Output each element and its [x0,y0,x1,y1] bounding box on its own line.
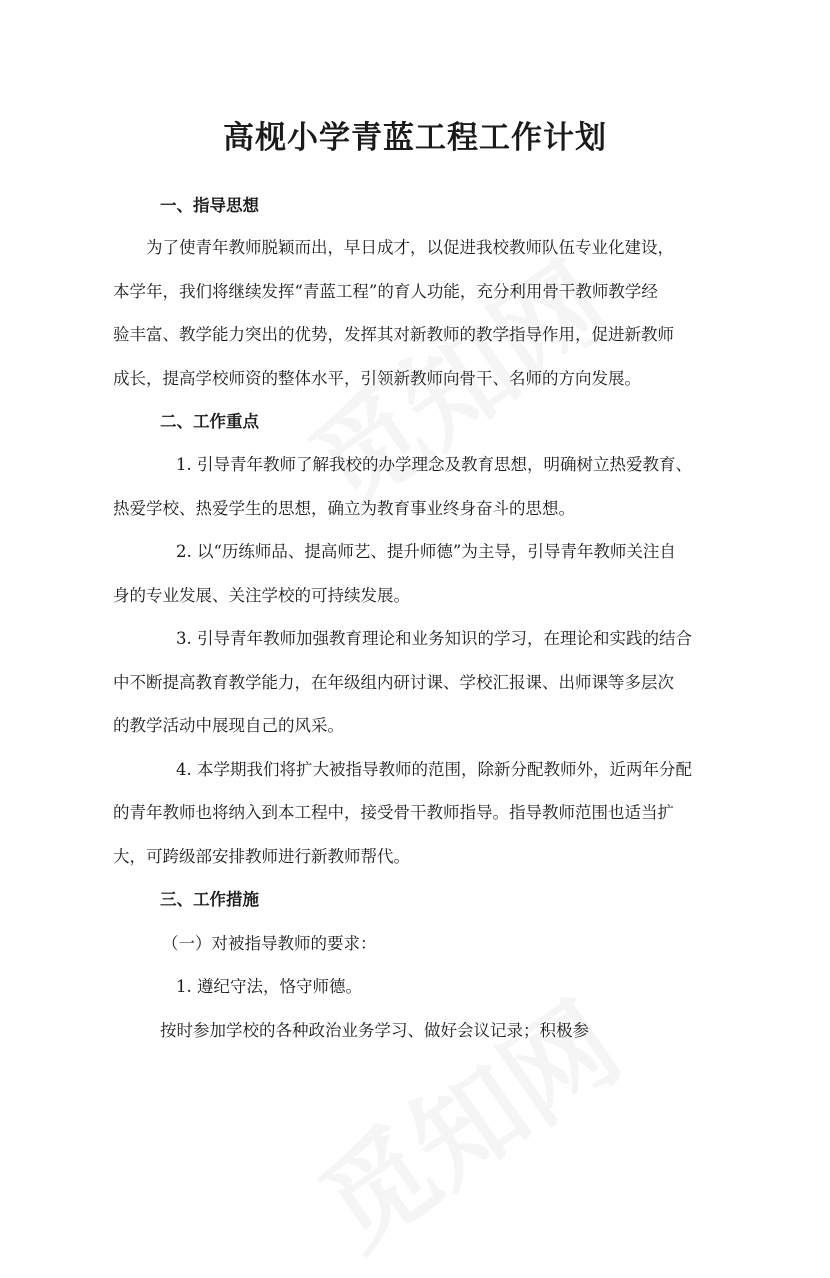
paragraph-line: 的教学活动中展现自己的风采。 [113,716,344,735]
paragraph-line: 身的专业发展、关注学校的可持续发展。 [113,586,410,605]
paragraph-line: 的青年教师也将纳入到本工程中，接受骨干教师指导。指导教师范围也适当扩 [113,803,674,822]
section-heading: 二、工作重点 [160,412,259,431]
document-title: 高枧小学青蓝工程工作计划 [223,120,607,156]
list-item: 1. 引导青年教师了解我校的办学理念及教育思想，明确树立热爱教育、 [176,455,692,474]
section-heading: 一、指导思想 [160,196,259,215]
list-item: 4. 本学期我们将扩大被指导教师的范围，除新分配教师外，近两年分配 [176,760,692,779]
paragraph-line: 本学年，我们将继续发挥“青蓝工程”的育人功能，充分利用骨干教师教学经 [113,282,658,301]
watermark [285,960,646,1278]
paragraph-line: 验丰富、教学能力突出的优势，发挥其对新教师的教学指导作用，促进新教师 [113,325,674,344]
section-heading: 三、工作措施 [160,890,259,909]
paragraph-line: 成长，提高学校师资的整体水平，引领新教师向骨干、名师的方向发展。 [113,369,641,388]
paragraph-line: 热爱学校、热爱学生的思想，确立为教育事业终身奋斗的思想。 [113,499,575,518]
list-item: 3. 引导青年教师加强教育理论和业务知识的学习，在理论和实践的结合 [176,629,692,648]
list-item: 1. 遵纪守法，恪守师德。 [176,977,362,996]
paragraph-line: 为了使青年教师脱颖而出，早日成才，以促进我校教师队伍专业化建设， [146,238,674,257]
paragraph-line: 按时参加学校的各种政治业务学习、做好会议记录；积极参 [160,1021,589,1040]
sub-heading: （一）对被指导教师的要求： [162,934,377,953]
list-item: 2. 以“历练师品、提高师艺、提升师德”为主导，引导青年教师关注自 [176,542,676,561]
paragraph-line: 中不断提高教育教学能力，在年级组内研讨课、学校汇报课、出师课等多层次 [113,673,674,692]
paragraph-line: 大，可跨级部安排教师进行新教师帮代。 [113,847,410,866]
